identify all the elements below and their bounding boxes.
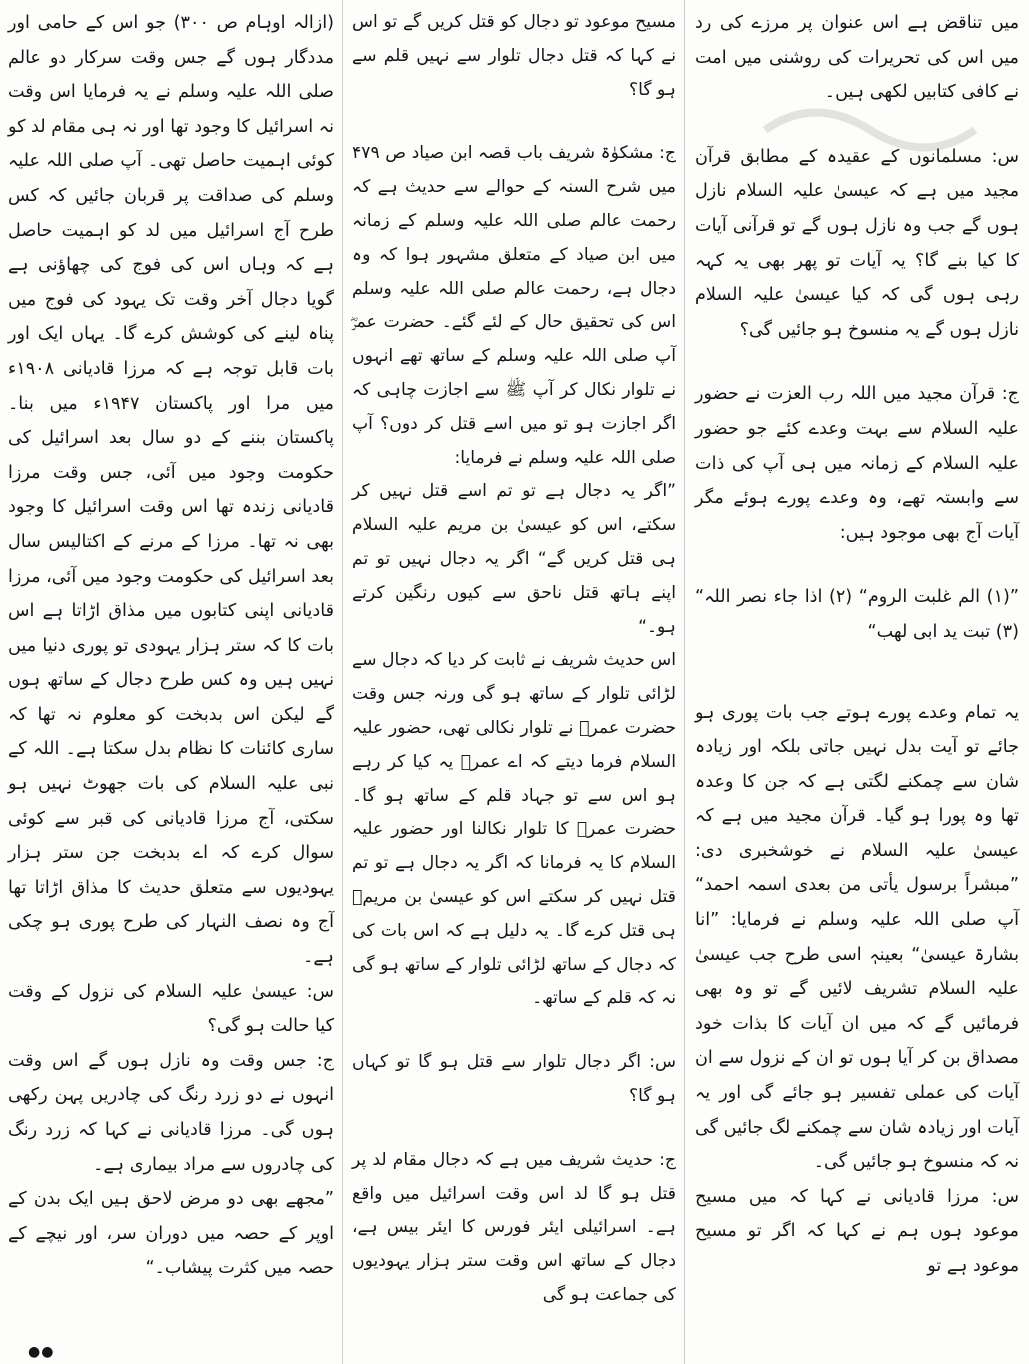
paragraph: (ازالہ اوہام ص ۳۰۰) جو اس کے حامی اور مددگار ہوں گے جس وقت سرکار دو عالم صلی اللہ علیہ وسلم نے یہ فرمایا اس وقت نہ اسرائیل کا وجود تھا اور نہ ہی مقام لد کو کوئی اہمیت حاصل تھی۔ آپ صلی اللہ علیہ وسلم کی صداقت پر قربان جائیں کہ کس طرح آج اسرائیل میں لد کو اہمیت حاصل ہے کہ وہاں اس کی فوج کی چھاؤنی ہے گویا دجال آخر وقت تک یہود کی فوج میں پناہ لینے کی کوشش کرے گا۔ یہاں ایک اور بات قابل توجہ ہے کہ مرزا قادیانی ۱۹۰۸ء میں مرا اور پاکستان ۱۹۴۷ء میں بنا۔ پاکستان بننے کے دو سال بعد اسرائیل کی حکومت وجود میں آئی، جس وقت مرزا قادیانی زندہ تھا اس وقت اسرائیل کا وجود بھی نہ تھا۔ مرزا کے مرنے کے اکتالیس سال بعد اسرائیل کی حکومت وجود میں آئی، مرزا قادیانی اپنی کتابوں میں مذاق اڑاتا ہے اس بات کا کہ ستر ہزار یہودی تو پوری دنیا میں نہیں ہیں وہ کس طرح دجال کے ساتھ ہوں گے لیکن اس بدبخت کو معلوم نہ تھا کہ ساری کائنات کا نظام بدل سکتا ہے۔ اللہ کے نبی علیہ السلام کی بات جھوٹ نہیں ہو سکتی، آج مرزا قادیانی کی قبر سے کوئی سوال کرے کہ اے بدبخت جن ستر ہزار یہودیوں سے متعلق حدیث کا مذاق اڑاتا تھا آج وہ نصف النہار کی طرح پوری ہو چکی ہے۔: [7, 13, 334, 968]
quote: ”اگر یہ دجال ہے تو تم اسے قتل نہیں کر سکتے، اس کو عیسیٰ بن مریم علیہ السلام ہی قتل کریں گے“ اگر یہ دجال نہیں تو تم اپنے ہاتھ قتل ناحق سے کیوں رنگین کرتے ہو۔“: [352, 481, 676, 637]
answer: ج: مشکوٰۃ شریف باب قصہ ابن صیاد ص ۴۷۹ میں شرح السنہ کے حوالے سے حدیث ہے کہ رحمت عالم صلی اللہ علیہ وسلم کے زمانہ میں ابن صیاد کے متعلق مشہور ہوا کہ وہ دجال ہے، رحمت عالم صلی اللہ علیہ وسلم اس کی تحقیق حال کے لئے گئے۔ حضرت عمرؓ آپ صلی اللہ علیہ وسلم کے ساتھ تھے انہوں نے تلوار نکال کر آپ ﷺ سے اجازت چاہی کہ اگر اجازت ہو تو میں اسے قتل کر دوں؟ آپ صلی اللہ علیہ وسلم نے فرمایا:: [352, 143, 676, 468]
middle-column: [352, 6, 676, 1313]
left-column: [8, 6, 334, 1286]
paragraph: مسیح موعود تو دجال کو قتل کریں گے تو اس نے کہا کہ قتل دجال تلوار سے نہیں قلم سے ہو گا؟: [352, 12, 676, 100]
column-divider: [342, 0, 343, 1364]
question: س: مسلمانوں کے عقیدہ کے مطابق قرآن مجید میں ہے کہ عیسیٰ علیہ السلام نازل ہوں گے جب وہ نازل ہوں گے تو قرآنی آیات کا کیا بنے گا؟ یہ آیات تو پھر بھی یہ کہہ رہی ہوں گی کہ کیا عیسیٰ علیہ السلام نازل ہوں گے یہ منسوخ ہو جائیں گی؟: [695, 146, 1019, 340]
end-of-article-mark: ●●: [28, 1344, 55, 1360]
quote: ”مجھے بھی دو مرض لاحق ہیں ایک بدن کے اوپر کے حصہ میں دوران سر، اور نیچے کے حصہ میں کثرت پیشاب۔“: [8, 1189, 334, 1279]
paragraph: میں تناقض ہے اس عنوان پر مرزے کی رد میں اس کی تحریرات کی روشنی میں امت نے کافی کتابیں لکھی ہیں۔: [695, 13, 1019, 103]
answer: ج: جس وقت وہ نازل ہوں گے اس وقت انہوں نے دو زرد رنگ کی چادریں پہن رکھی ہوں گی۔ مرزا قادیانی نے کہا کہ زرد رنگ کی چادروں سے مراد بیماری ہے۔: [8, 1050, 334, 1175]
answer: ج: حدیث شریف میں ہے کہ دجال مقام لد پر قتل ہو گا لد اس وقت اسرائیل میں واقع ہے۔ اسرائیلی ایئر فورس کا ایئر بیس ہے، دجال کے ساتھ اس وقت ستر ہزار یہودیوں کی جماعت ہو گی: [352, 1149, 676, 1305]
question: س: مرزا قادیانی نے کہا کہ میں مسیح موعود ہوں ہم نے کہا کہ اگر تو مسیح موعود ہے تو: [695, 1186, 1019, 1276]
answer: ج: قرآن مجید میں اللہ رب العزت نے حضور علیہ السلام سے بہت وعدے کئے جو حضور علیہ السلام کے زمانہ میں ہی آپ کی ذات سے وابستہ تھے، وہ وعدے پورے ہوئے مگر آیات آج بھی موجود ہیں:: [695, 384, 1019, 543]
paragraph: یہ تمام وعدے پورے ہوتے جب بات پوری ہو جائے تو آیت بدل نہیں جاتی بلکہ اور زیادہ شان سے چمکنے لگتی ہے کہ جن کا وعدہ تھا وہ پورا ہو گیا۔ قرآن مجید میں ہے کہ عیسیٰ علیہ السلام نے خوشخبری دی: ”مبشراً برسول یأتی من بعدی اسمہ احمد“ آپ صلی اللہ علیہ وسلم نے فرمایا: ”انا بشارۃ عیسیٰ“ بعینہٖ اسی طرح جب عیسیٰ علیہ السلام تشریف لائیں گے تو وہ بھی فرمائیں گے کہ میں ان آیات کا بذات خود مصداق بن کر آیا ہوں تو ان کے نزول سے ان آیات کی عملی تفسیر ہو جائے گی اور یہ آیات اور زیادہ شان سے چمکنے لگ جائیں گی نہ کہ منسوخ ہو جائیں گی۔: [695, 702, 1019, 1173]
paragraph: اس حدیث شریف نے ثابت کر دیا کہ دجال سے لڑائی تلوار کے ساتھ ہو گی ورنہ جس وقت حضرت عمرؓ نے تلوار نکالی تھی، حضور علیہ السلام فرما دیتے کہ اے عمرؓ یہ کیا کر رہے ہو اس سے تو جہاد قلم کے ساتھ ہو گا۔ حضرت عمرؓ کا تلوار نکالنا اور حضور علیہ السلام کا یہ فرمانا کہ اگر یہ دجال ہے تو تم قتل نہیں کر سکتے اس کو عیسیٰ بن مریمؑ ہی قتل کرے گا۔ یہ دلیل ہے کہ اس بات کی کہ دجال کے ساتھ لڑائی تلوار کے ساتھ ہو گی نہ کہ قلم کے ساتھ۔: [352, 650, 676, 1009]
column-divider: [684, 0, 685, 1364]
question: س: عیسیٰ علیہ السلام کی نزول کے وقت کیا حالت ہو گی؟: [8, 981, 334, 1037]
quote: ”(۱) الم غلبت الروم“ (۲) اذا جاء نصر اللہ“ (۳) تبت ید ابی لھب“: [695, 587, 1019, 642]
question: س: اگر دجال تلوار سے قتل ہو گا تو کہاں ہو گا؟: [352, 1052, 676, 1106]
right-column: [695, 6, 1019, 1284]
